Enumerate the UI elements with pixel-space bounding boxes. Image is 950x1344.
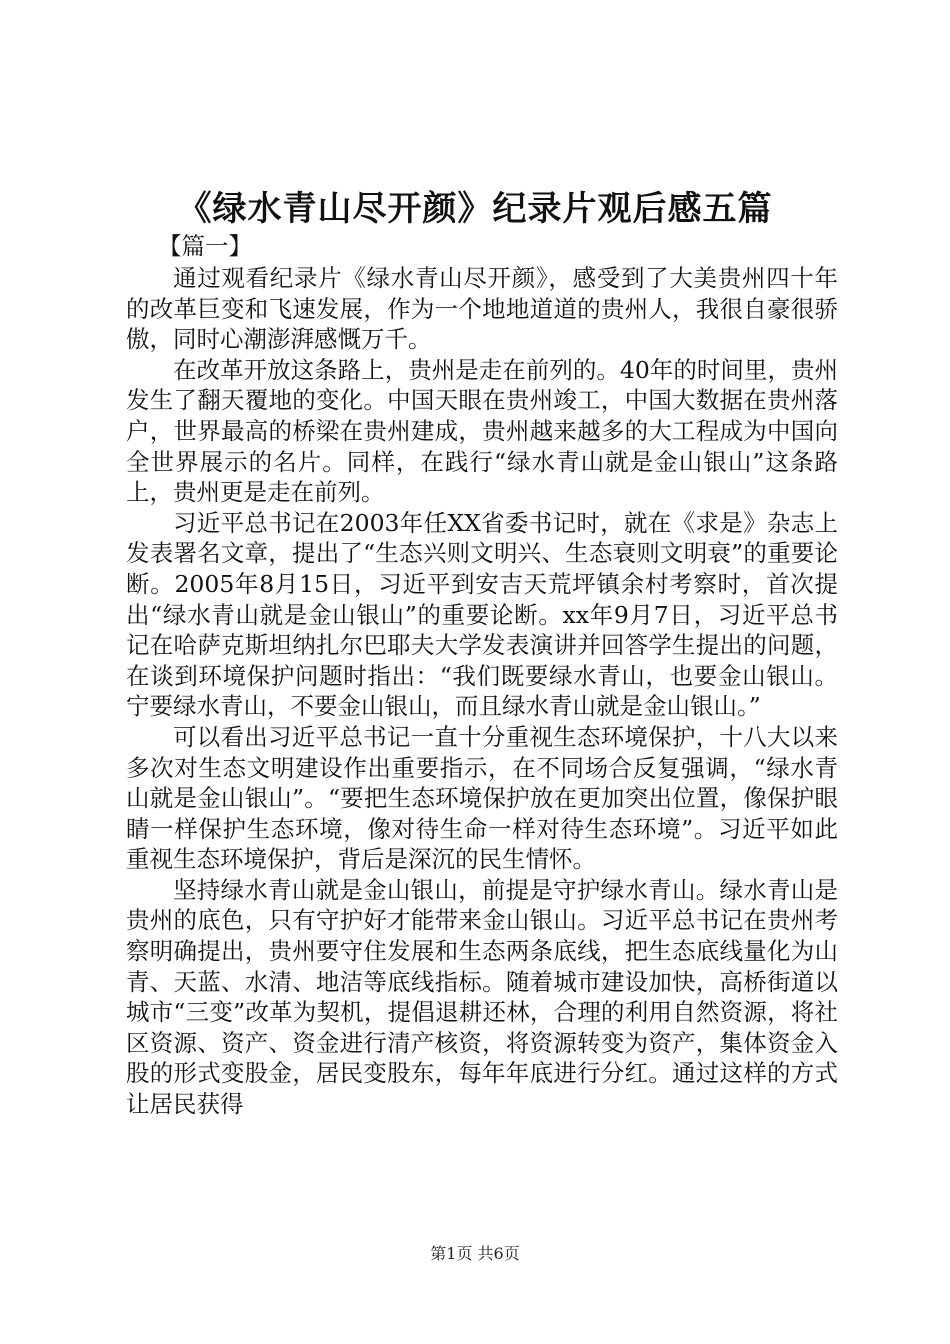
paragraph: 可以看出习近平总书记一直十分重视生态环境保护，十八大以来多次对生态文明建设作出重要指示，在不同场合反复强调，“绿水青山就是金山银山”。“要把生态环境保护放在更加突出位置，像保护眼睛一样保护生态环境，像对待生命一样对待生态环境”。习近平如此重视生态环境保护，背后是深沉的民生情怀。: [126, 722, 838, 874]
paragraph: 在改革开放这条路上，贵州是走在前列的。40年的时间里，贵州发生了翻天覆地的变化。中国天眼在贵州竣工，中国大数据在贵州落户，世界最高的桥梁在贵州建成，贵州越来越多的大工程成为中国向全世界展示的名片。同样，在践行“绿水青山就是金山银山”这条路上，贵州更是走在前列。: [126, 355, 838, 507]
document-title: 《绿水青山尽开颜》纪录片观后感五篇: [177, 189, 773, 229]
page-footer: 第1页 共6页: [430, 1244, 520, 1263]
section-label: 【篇一】: [158, 232, 252, 260]
paragraph: 习近平总书记在2003年任XX省委书记时，就在《求是》杂志上发表署名文章，提出了“生态兴则文明兴、生态衰则文明衰”的重要论断。2005年8月15日，习近平到安吉天荒坪镇余村考察时，首次提出“绿水青山就是金山银山”的重要论断。xx年9月7日，习近平总书记在哈萨克斯坦纳扎尔巴耶夫大学发表演讲并回答学生提出的问题，在谈到环境保护问题时指出：“我们既要绿水青山，也要金山银山。宁要绿水青山，不要金山银山，而且绿水青山就是金山银山。”: [126, 508, 838, 721]
document-body: [126, 231, 838, 1120]
paragraph: 坚持绿水青山就是金山银山，前提是守护绿水青山。绿水青山是贵州的底色，只有守护好才能带来金山银山。习近平总书记在贵州考察明确提出，贵州要守住发展和生态两条底线，把生态底线量化为山青、天蓝、水清、地洁等底线指标。随着城市建设加快，高桥街道以城市“三变”改革为契机，提倡退耕还林，合理的利用自然资源，将社区资源、资产、资金进行清产核资，将资源转变为资产，集体资金入股的形式变股金，居民变股东，每年年底进行分红。通过这样的方式让居民获得: [126, 875, 838, 1119]
paragraph: 通过观看纪录片《绿水青山尽开颜》，感受到了大美贵州四十年的改革巨变和飞速发展，作为一个地地道道的贵州人，我很自豪很骄傲，同时心潮澎湃感慨万千。: [126, 264, 838, 354]
